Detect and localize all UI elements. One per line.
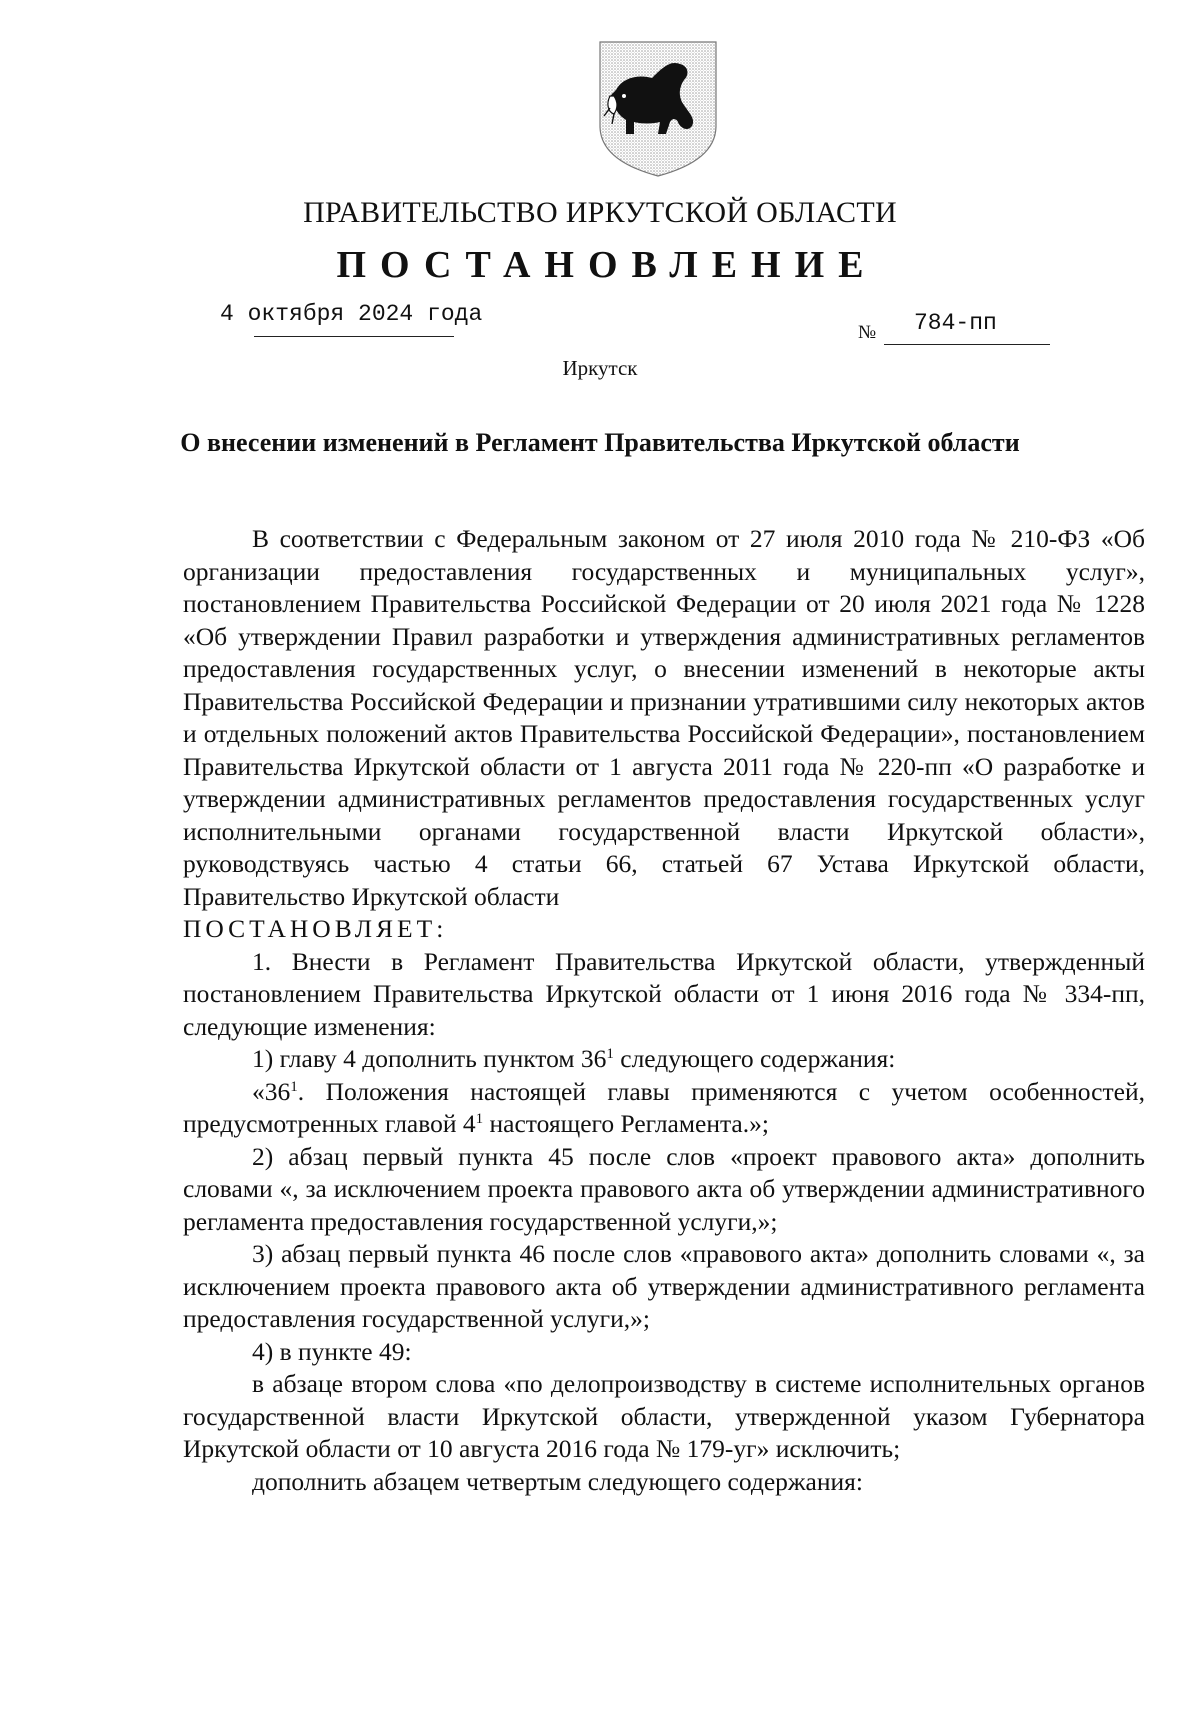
quote-paragraph [183,1076,1145,1141]
document-body [183,523,1145,1498]
government-name: ПРАВИТЕЛЬСТВО ИРКУТСКОЙ ОБЛАСТИ [303,196,897,229]
item-4-paragraph: 4) в пункте 49: [252,1336,412,1366]
item-4-subparagraph-a: в абзаце втором слова «по делопроизводству в системе исполнительных органов государственной власти Иркутской области, утвержденной указом Губернатора Иркутской области от 10 августа 2016 года № 179-уг» исключить; [183,1369,1145,1463]
quote-text-middle: . Положения настоящей главы применяются с учетом особенностей, предусмотренных главой 4 [183,1076,1145,1138]
document-title: О внесении изменений в Регламент Правительства Иркутской области [180,428,1020,457]
quote-text-end: настоящего Регламента.»; [483,1109,769,1138]
number-sign: № [858,322,877,343]
quote-text-start: «36 [252,1076,291,1106]
item-3-paragraph: 3) абзац первый пункта 46 после слов «правового акта» дополнить словами «, за исключением проекта правового акта об утверждении административного регламента предоставления государственной услуги,»; [183,1239,1145,1333]
item-1-superscript: 1 [606,1046,614,1062]
item-2-paragraph: 2) абзац первый пункта 45 после слов «проект правового акта» дополнить словами «, за исключением проекта правового акта об утверждении административного регламента предоставления государственной услуги,»; [183,1141,1145,1236]
date-field [220,300,483,337]
point-1-paragraph: 1. Внести в Регламент Правительства Иркутской области, утвержденный постановлением Правительства Иркутской области от 1 июня 2016 года № 334-пп, следующие изменения: [183,946,1145,1041]
quote-superscript-1: 1 [290,1078,298,1095]
document-kind: ПОСТАНОВЛЕНИЕ [336,244,878,286]
item-1-text: 1) главу 4 дополнить пунктом 36 [252,1044,607,1073]
decree-word: ПОСТАНОВЛЯЕТ: [183,914,448,943]
number-field [884,306,1050,345]
city: Иркутск [562,356,638,380]
document-number: 784-пп [914,310,997,336]
preamble-paragraph: В соответствии с Федеральным законом от 27 июля 2010 года № 210-ФЗ «Об организации предоставления государственных и муниципальных услуг», постановлением Правительства Российской Федерации от 20 июля 2021 года № 1228 «Об утверждении Правил разработки и утверждения административных регламентов предоставления государственных услуг, о внесении изменений в некоторые акты Правительства Российской Федерации и признании утратившими силу некоторых актов и отдельных положений актов Правительства Российской Федерации», постановлением Правительства Иркутской области от 1 августа 2011 года № 220-пп «О разработке и утверждении административных регламентов предоставления государственных услуг исполнительными органами государственной власти Иркутской области», руководствуясь частью 4 статьи 66, статьей 67 Устава Иркутской области, Правительство Иркутской области [183,524,1145,911]
quote-superscript-2: 1 [475,1111,484,1127]
item-1-text-end: следующего содержания: [613,1044,896,1073]
irkutsk-coat-of-arms-icon [596,38,720,178]
item-4-subparagraph-b: дополнить абзацем четвертым следующего содержания: [252,1466,863,1496]
item-1-paragraph [183,1043,1145,1076]
document-date: 4 октября 2024 года [220,301,483,327]
